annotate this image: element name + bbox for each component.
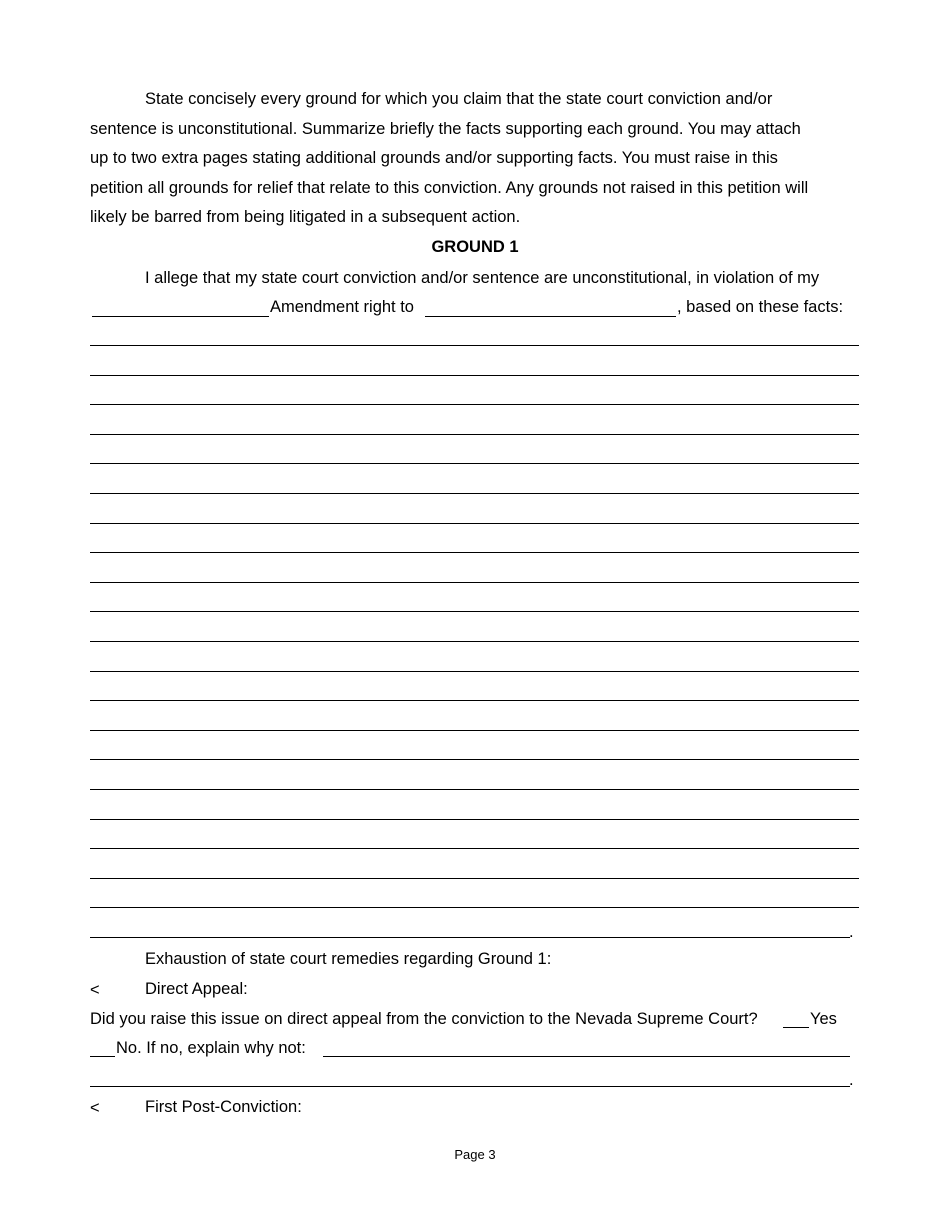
exhaustion-heading: Exhaustion of state court remedies regarding Ground 1: [145, 950, 552, 968]
facts-end-period: . [849, 923, 854, 941]
explain-second-line[interactable] [90, 1086, 850, 1087]
based-on-label: , based on these facts: [677, 298, 844, 316]
no-label: No. If no, explain why not: [116, 1039, 306, 1057]
facts-line[interactable] [90, 878, 859, 879]
amendment-label: Amendment right to [270, 298, 414, 316]
allege-line: I allege that my state court conviction and/or sentence are unconstitutional, in violation of my [145, 269, 820, 287]
ground-heading: GROUND 1 [431, 238, 519, 256]
direct-appeal-label: Direct Appeal: [145, 980, 248, 998]
direct-appeal-bullet: < [90, 981, 100, 999]
facts-line[interactable] [90, 611, 859, 612]
facts-line[interactable] [90, 463, 859, 464]
yes-label: Yes [810, 1010, 837, 1028]
facts-line[interactable] [90, 671, 859, 672]
right-to-blank[interactable] [425, 316, 676, 317]
explain-why-not-blank[interactable] [323, 1056, 850, 1057]
instructions-line-2: sentence is unconstitutional. Summarize briefly the facts supporting each ground. You may attach [90, 120, 801, 138]
facts-line[interactable] [90, 404, 859, 405]
facts-line[interactable] [90, 434, 859, 435]
instructions-line-1: State concisely every ground for which you claim that the state court conviction and/or [145, 90, 773, 108]
page-number: Page 3 [454, 1147, 496, 1162]
instructions-line-3: up to two extra pages stating additional grounds and/or supporting facts. You must raise in this [90, 149, 778, 167]
facts-line[interactable] [90, 848, 859, 849]
facts-line[interactable] [90, 759, 859, 760]
post-conviction-bullet: < [90, 1099, 100, 1117]
facts-line[interactable] [90, 907, 859, 908]
post-conviction-label: First Post-Conviction: [145, 1098, 302, 1116]
facts-last-line[interactable] [90, 937, 850, 938]
facts-line[interactable] [90, 345, 859, 346]
facts-line[interactable] [90, 552, 859, 553]
facts-line[interactable] [90, 789, 859, 790]
facts-line[interactable] [90, 641, 859, 642]
facts-line[interactable] [90, 700, 859, 701]
facts-line[interactable] [90, 375, 859, 376]
facts-line[interactable] [90, 730, 859, 731]
yes-blank[interactable] [783, 1027, 809, 1028]
explain-end-period: . [849, 1071, 854, 1089]
amendment-number-blank[interactable] [92, 316, 269, 317]
facts-line[interactable] [90, 523, 859, 524]
facts-line[interactable] [90, 493, 859, 494]
direct-appeal-question: Did you raise this issue on direct appeal from the conviction to the Nevada Supreme Court? [90, 1010, 758, 1028]
facts-line[interactable] [90, 819, 859, 820]
instructions-line-5: likely be barred from being litigated in a subsequent action. [90, 208, 521, 226]
no-blank[interactable] [90, 1056, 115, 1057]
instructions-line-4: petition all grounds for relief that relate to this conviction. Any grounds not raised in this petition will [90, 179, 809, 197]
facts-line[interactable] [90, 582, 859, 583]
